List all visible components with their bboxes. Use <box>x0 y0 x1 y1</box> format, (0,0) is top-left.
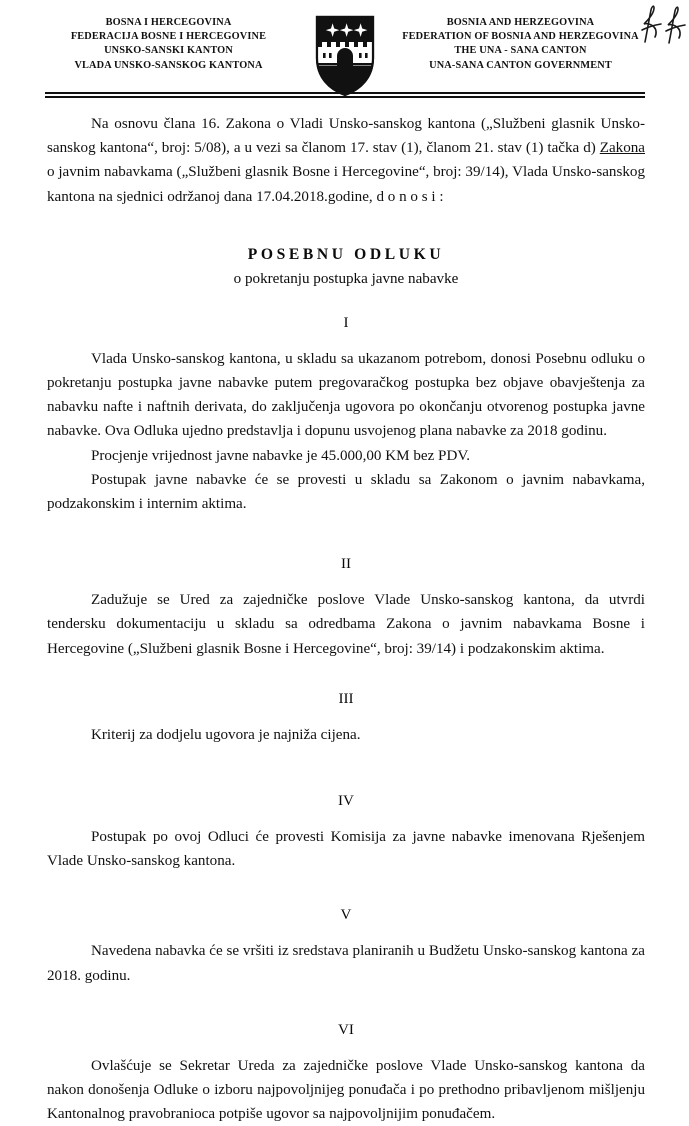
preamble-paragraph <box>47 112 645 209</box>
section-4-paragraph-1: Postupak po ovoj Odluci će provesti Komisija za javne nabavke imenovana Rješenjem Vlade Unsko-sanskog kantona. <box>47 829 645 870</box>
section-1-paragraph-1: Vlada Unsko-sanskog kantona, u skladu sa ukazanom potrebom, donosi Posebnu odluku o pokretanju postupka javne nabavke putem pregovaračkog postupka bez objave obavještenja za nabavku nafte i naftnih derivata, do zaključenja ugovora po okončanju otvorenog postupka javne nabavke. Ova Odluka ujedno predstavlja i dopunu usvojenog plana nabavke za 2018 godinu. <box>47 350 645 440</box>
letterhead-english-line-1: BOSNIA AND HERZEGOVINA <box>446 17 595 28</box>
letterhead-bosnian-line-3: UNSKO-SANSKI KANTON <box>104 45 233 57</box>
preamble-text-part-2: o javnim nabavkama („Službeni glasnik Bosne i Hercegovine“, broj: 39/14), Vlada Unsko-sanskog kantona na sjednici održanoj dana 17.04.2018.godine, d o n o s i : <box>47 164 645 205</box>
section-3-paragraph-1: Kriterij za dodjelu ugovora je najniža cijena. <box>91 726 361 743</box>
letterhead-english-line-3: THE UNA - SANA CANTON <box>454 45 587 57</box>
section-numeral-2: II <box>340 556 352 573</box>
letterhead <box>0 14 689 94</box>
section-numeral-6: VI <box>338 1021 354 1038</box>
document-body <box>47 112 645 1126</box>
section-numeral-1: I <box>343 314 349 331</box>
section-6-paragraph-1: Ovlašćuje se Sekretar Ureda za zajedničke poslove Vlade Unsko-sanskog kantona da nakon donošenja Odluke o izboru najpovoljnijeg ponuđača i po prethodno pribavljenom mišljenju Kantonalnog pravobranioca potpiše ugovor sa najpovoljnijim ponuđačem. <box>47 1057 645 1123</box>
section-numeral-4: IV <box>338 793 354 810</box>
document-subtitle: o pokretanju postupka javne nabavke <box>233 270 459 287</box>
section-1-paragraph-3: Postupak javne nabavke će se provesti u skladu sa Zakonom o javnim nabavkama, podzakonskim i internim aktima. <box>47 471 645 513</box>
preamble-text-part-1: Na osnovu člana 16. Zakona o Vladi Unsko-sanskog kantona („Službeni glasnik Unsko-sanskog kantona“, broj: 5/08), a u vezi sa članom 17. stav (1), članom 21. stav (1) tačka d) <box>47 116 645 157</box>
letterhead-bosnian-line-4: VLADA UNSKO-SANSKOG KANTONA <box>74 59 263 71</box>
emblem-container <box>309 14 381 98</box>
letterhead-bosnian-line-1: BOSNA I HERCEGOVINA <box>105 17 232 28</box>
header-divider <box>45 92 645 99</box>
section-2-paragraph-1: Zadužuje se Ured za zajedničke poslove Vlade Unsko-sanskog kantona, da utvrdi tendersku dokumentaciju u skladu sa odredbama Zakona o javnim nabavkama Bosne i Hercegovine („Službeni glasnik Bosne i Hercegovine“, broj: 39/14) i podzakonskim aktima. <box>47 592 645 657</box>
section-numeral-5: V <box>340 907 352 924</box>
letterhead-english <box>381 14 657 73</box>
coat-of-arms-icon <box>314 14 376 98</box>
preamble-underlined-zakona: Zakona <box>599 140 645 157</box>
letterhead-english-line-4: UNA-SANA CANTON GOVERNMENT <box>429 59 612 71</box>
document-title: POSEBNU ODLUKU <box>247 245 445 263</box>
letterhead-bosnian-line-2: FEDERACIJA BOSNE I HERCEGOVINE <box>70 31 267 43</box>
section-5-paragraph-1: Navedena nabavka će se vršiti iz sredstava planiranih u Budžetu Unsko-sanskog kantona za 2018. godinu. <box>47 943 645 984</box>
letterhead-english-line-2: FEDERATION OF BOSNIA AND HERZEGOVINA <box>402 31 639 43</box>
section-1-paragraph-2: Procjenje vrijednost javne nabavke je 45.000,00 KM bez PDV. <box>91 447 471 464</box>
section-numeral-3: III <box>338 690 354 707</box>
letterhead-bosnian <box>33 14 309 73</box>
